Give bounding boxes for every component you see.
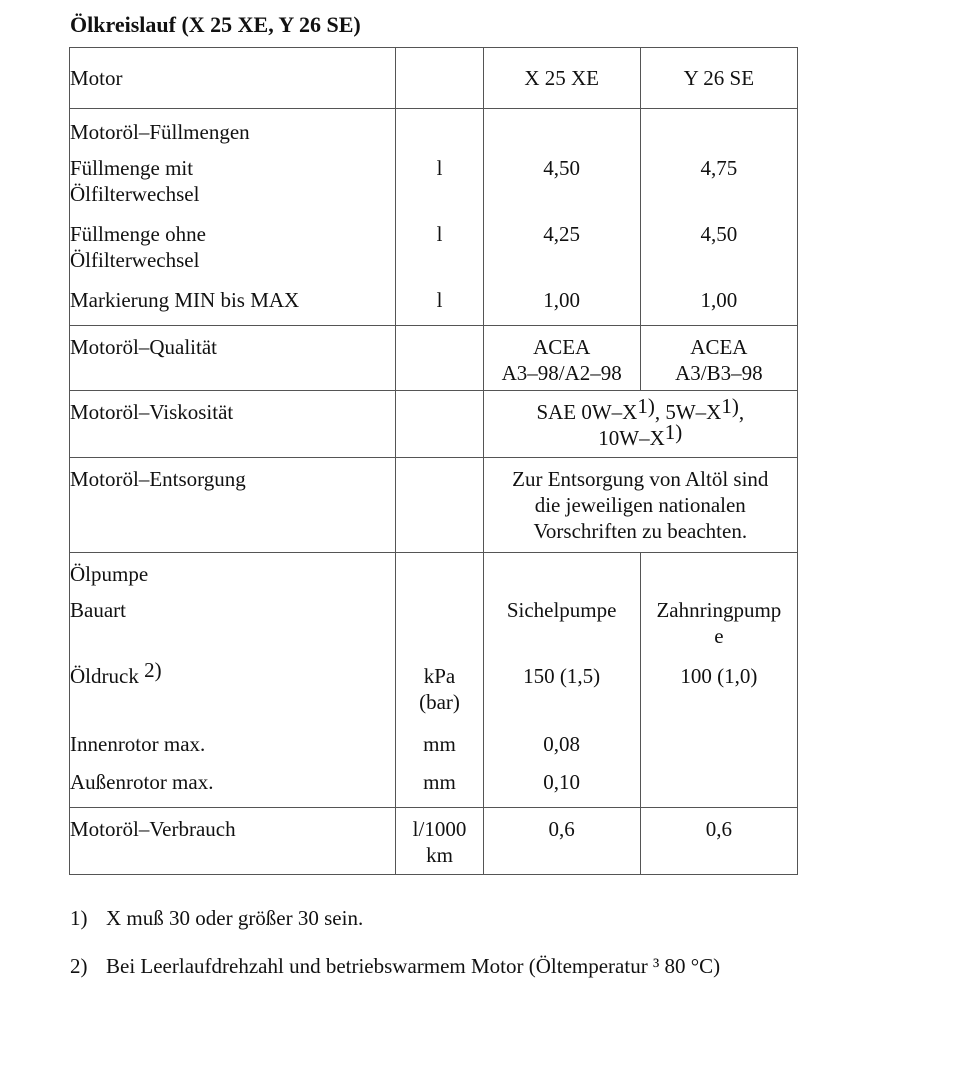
row-unit: l xyxy=(396,287,483,326)
table-row xyxy=(70,663,798,731)
viskositaet-value: SAE 0W–X$^{1)}$, 5W–X$^{1)}$, 10W–X$^{1)}$ xyxy=(483,391,797,458)
entsorgung-note: Zur Entsorgung von Altöl sind die jeweiligen nationalen Vorschriften zu beachten. xyxy=(483,458,797,553)
table-row xyxy=(70,458,798,553)
table-header-row xyxy=(70,48,798,109)
section-label-viskositaet: Motoröl–Viskosität xyxy=(70,391,396,458)
table-row xyxy=(70,391,798,458)
row-value-y26se: 4,50 xyxy=(640,221,797,287)
section-label-entsorgung: Motoröl–Entsorgung xyxy=(70,458,396,553)
table-row xyxy=(70,808,798,875)
table-row xyxy=(70,109,798,156)
row-label-fuellmenge-mit: Füllmenge mit Ölfilterwechsel xyxy=(70,155,396,221)
row-label-innenrotor: Innenrotor max. xyxy=(70,731,396,769)
header-y26se: Y 26 SE xyxy=(640,48,797,109)
innenrotor-x25xe: 0,08 xyxy=(483,731,640,769)
footnotes xyxy=(70,905,720,1001)
row-label-markierung: Markierung MIN bis MAX xyxy=(70,287,396,326)
table-row xyxy=(70,731,798,769)
table-row xyxy=(70,287,798,326)
oeldruck-x25xe: 150 (1,5) xyxy=(483,663,640,731)
table-row xyxy=(70,221,798,287)
verbrauch-y26se: 0,6 xyxy=(640,808,797,875)
row-value-y26se: 1,00 xyxy=(640,287,797,326)
oil-circuit-spec-table xyxy=(69,47,798,875)
row-unit: l xyxy=(396,155,483,221)
row-unit: l xyxy=(396,221,483,287)
row-value-x25xe: 4,25 xyxy=(483,221,640,287)
table-row xyxy=(70,597,798,663)
row-value-x25xe: 1,00 xyxy=(483,287,640,326)
footnote-1: 1) X muß 30 oder größer 30 sein. xyxy=(70,906,364,930)
header-motor: Motor xyxy=(70,48,396,109)
bauart-y26se: Zahnringpump e xyxy=(640,597,797,663)
table-row xyxy=(70,326,798,391)
footnote-2: 2) Bei Leerlaufdrehzahl und betriebswarmem Motor (Öltemperatur ³ 80 °C) xyxy=(70,954,721,978)
header-x25xe: X 25 XE xyxy=(483,48,640,109)
qualitaet-x25xe: ACEA A3–98/A2–98 xyxy=(483,326,640,391)
aussenrotor-x25xe: 0,10 xyxy=(483,769,640,808)
document-title: Ölkreislauf (X 25 XE, Y 26 SE) xyxy=(70,12,361,37)
row-unit: mm xyxy=(396,731,483,769)
section-label-qualitaet: Motoröl–Qualität xyxy=(70,326,396,391)
section-label-verbrauch: Motoröl–Verbrauch xyxy=(70,808,396,875)
row-label-oeldruck: Öldruck $^{2)}$ xyxy=(70,663,396,731)
table-row xyxy=(70,155,798,221)
bauart-x25xe: Sichelpumpe xyxy=(483,597,640,663)
row-value-y26se: 4,75 xyxy=(640,155,797,221)
section-label-oelpumpe: Ölpumpe xyxy=(70,553,396,598)
row-value-x25xe: 4,50 xyxy=(483,155,640,221)
row-unit: mm xyxy=(396,769,483,808)
row-label-bauart: Bauart xyxy=(70,597,396,663)
row-label-aussenrotor: Außenrotor max. xyxy=(70,769,396,808)
table-row xyxy=(70,769,798,808)
verbrauch-x25xe: 0,6 xyxy=(483,808,640,875)
verbrauch-unit: l/1000 km xyxy=(396,808,483,875)
header-unit xyxy=(396,48,483,109)
row-label-fuellmenge-ohne: Füllmenge ohne Ölfilterwechsel xyxy=(70,221,396,287)
oeldruck-y26se: 100 (1,0) xyxy=(640,663,797,731)
section-label-fuellmengen: Motoröl–Füllmengen xyxy=(70,109,396,156)
table-row xyxy=(70,553,798,598)
row-unit: kPa (bar) xyxy=(396,663,483,731)
qualitaet-y26se: ACEA A3/B3–98 xyxy=(640,326,797,391)
